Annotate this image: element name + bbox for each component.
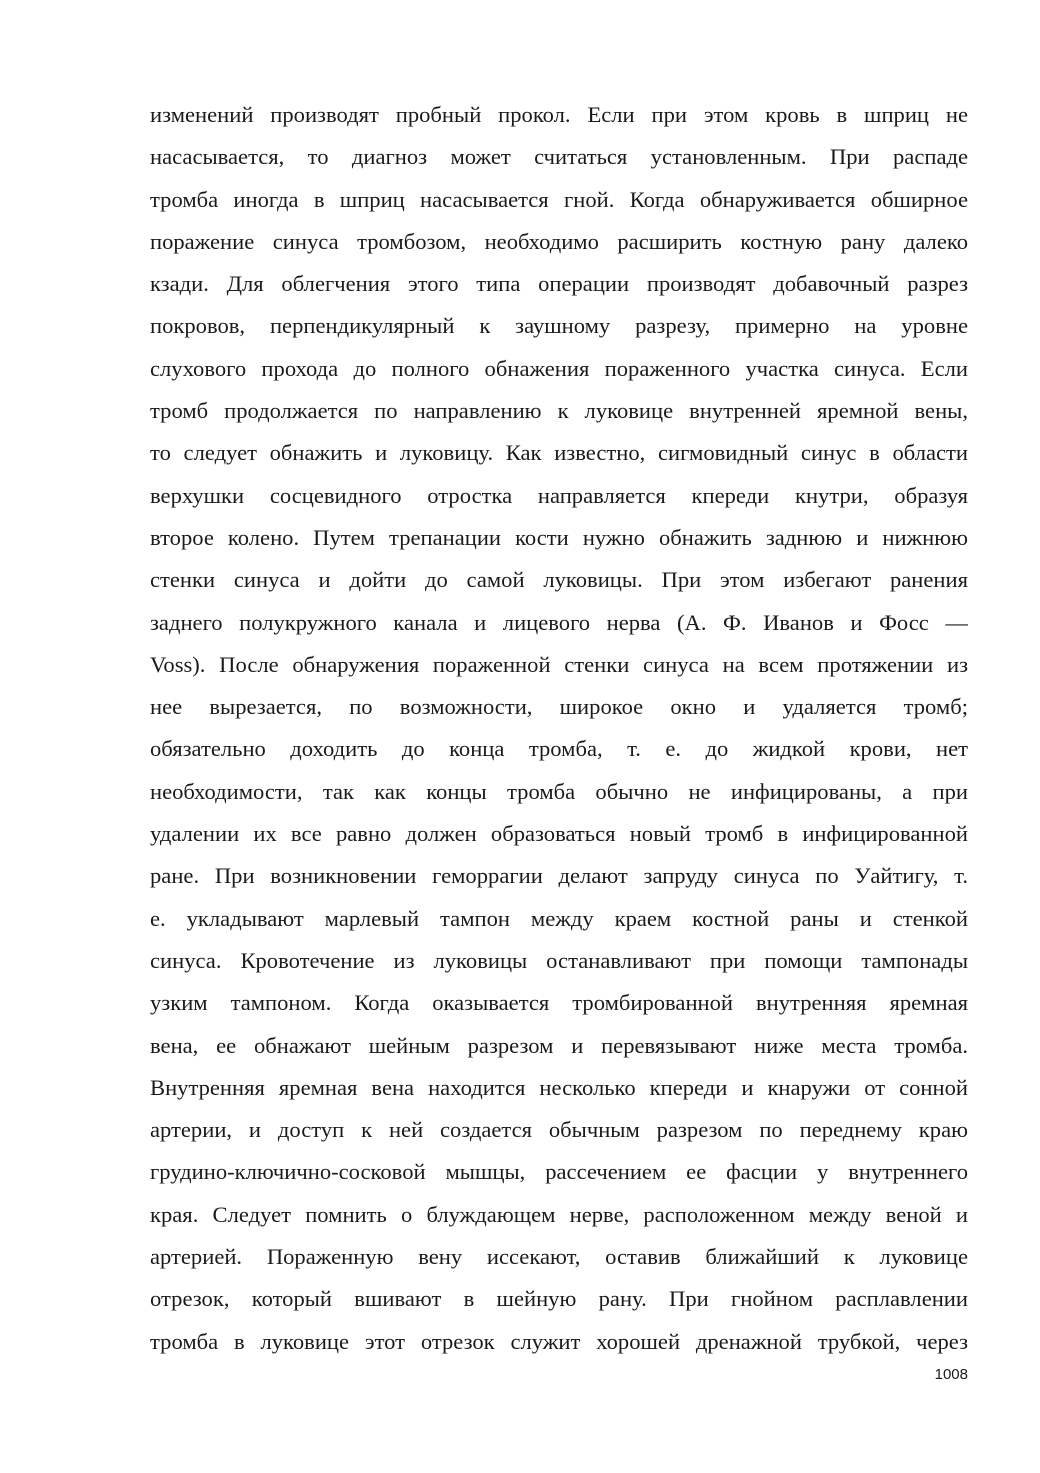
text-line: артерии, и доступ к ней создается обычным разрезом по переднему краю — [150, 1117, 968, 1143]
text-line: е. укладывают марлевый тампон между краем костной раны и стенкой — [150, 905, 968, 931]
text-line: тромба в луковице этот отрезок служит хорошей дренажной трубкой, через — [150, 1328, 968, 1354]
text-line: края. Следует помнить о блуждающем нерве, расположенном между веной и — [150, 1201, 968, 1227]
text-line: покровов, перпендикулярный к заушному разрезу, примерно на уровне — [150, 313, 968, 339]
text-line: верхушки сосцевидного отростка направляется кпереди кнутри, образуя — [150, 482, 968, 508]
text-line: стенки синуса и дойти до самой луковицы. При этом избегают ранения — [150, 567, 968, 593]
body-text — [150, 94, 968, 1363]
text-line: поражение синуса тромбозом, необходимо расширить костную рану далеко — [150, 228, 968, 254]
text-line: артерией. Пораженную вену иссекают, оставив ближайший к луковице — [150, 1244, 968, 1270]
text-line: отрезок, который вшивают в шейную рану. При гнойном расплавлении — [150, 1286, 968, 1312]
text-line: необходимости, так как концы тромба обычно не инфицированы, а при — [150, 778, 968, 804]
text-line: Voss). После обнаружения пораженной стенки синуса на всем протяжении из — [150, 651, 968, 677]
text-line: тромб продолжается по направлению к луковице внутренней яремной вены, — [150, 398, 968, 424]
text-line: изменений производят пробный прокол. Если при этом кровь в шприц не — [150, 102, 968, 127]
text-line: насасывается, то диагноз может считаться установленным. При распаде — [150, 144, 968, 170]
page-number: 1008 — [934, 1366, 968, 1383]
text-line: узким тампоном. Когда оказывается тромбированной внутренняя яремная — [150, 990, 968, 1016]
text-line: слухового прохода до полного обнажения пораженного участка синуса. Если — [150, 355, 968, 381]
text-line: удалении их все равно должен образоваться новый тромб в инфицированной — [150, 821, 968, 847]
text-line: грудино-ключично-сосковой мышцы, рассечением ее фасции у внутреннего — [150, 1159, 968, 1185]
text-line: то следует обнажить и луковицу. Как известно, сигмовидный синус в области — [150, 440, 968, 466]
text-line: нее вырезается, по возможности, широкое окно и удаляется тромб; — [150, 694, 968, 720]
text-line: вена, ее обнажают шейным разрезом и перевязывают ниже места тромба. — [150, 1032, 968, 1058]
text-line: ране. При возникновении геморрагии делают запруду синуса по Уайтигу, т. — [150, 863, 968, 889]
text-line: заднего полукружного канала и лицевого нерва (А. Ф. Иванов и Фосс — — [150, 609, 968, 635]
text-line: второе колено. Путем трепанации кости нужно обнажить заднюю и нижнюю — [150, 524, 968, 550]
text-line: кзади. Для облегчения этого типа операции производят добавочный разрез — [150, 271, 968, 297]
text-line: синуса. Кровотечение из луковицы останавливают при помощи тампонады — [150, 947, 968, 973]
text-line: тромба иногда в шприц насасывается гной. Когда обнаруживается обширное — [150, 186, 968, 212]
text-line: обязательно доходить до конца тромба, т. е. до жидкой крови, нет — [150, 736, 968, 762]
text-line: Внутренняя яремная вена находится несколько кпереди и кнаружи от сонной — [150, 1074, 968, 1100]
